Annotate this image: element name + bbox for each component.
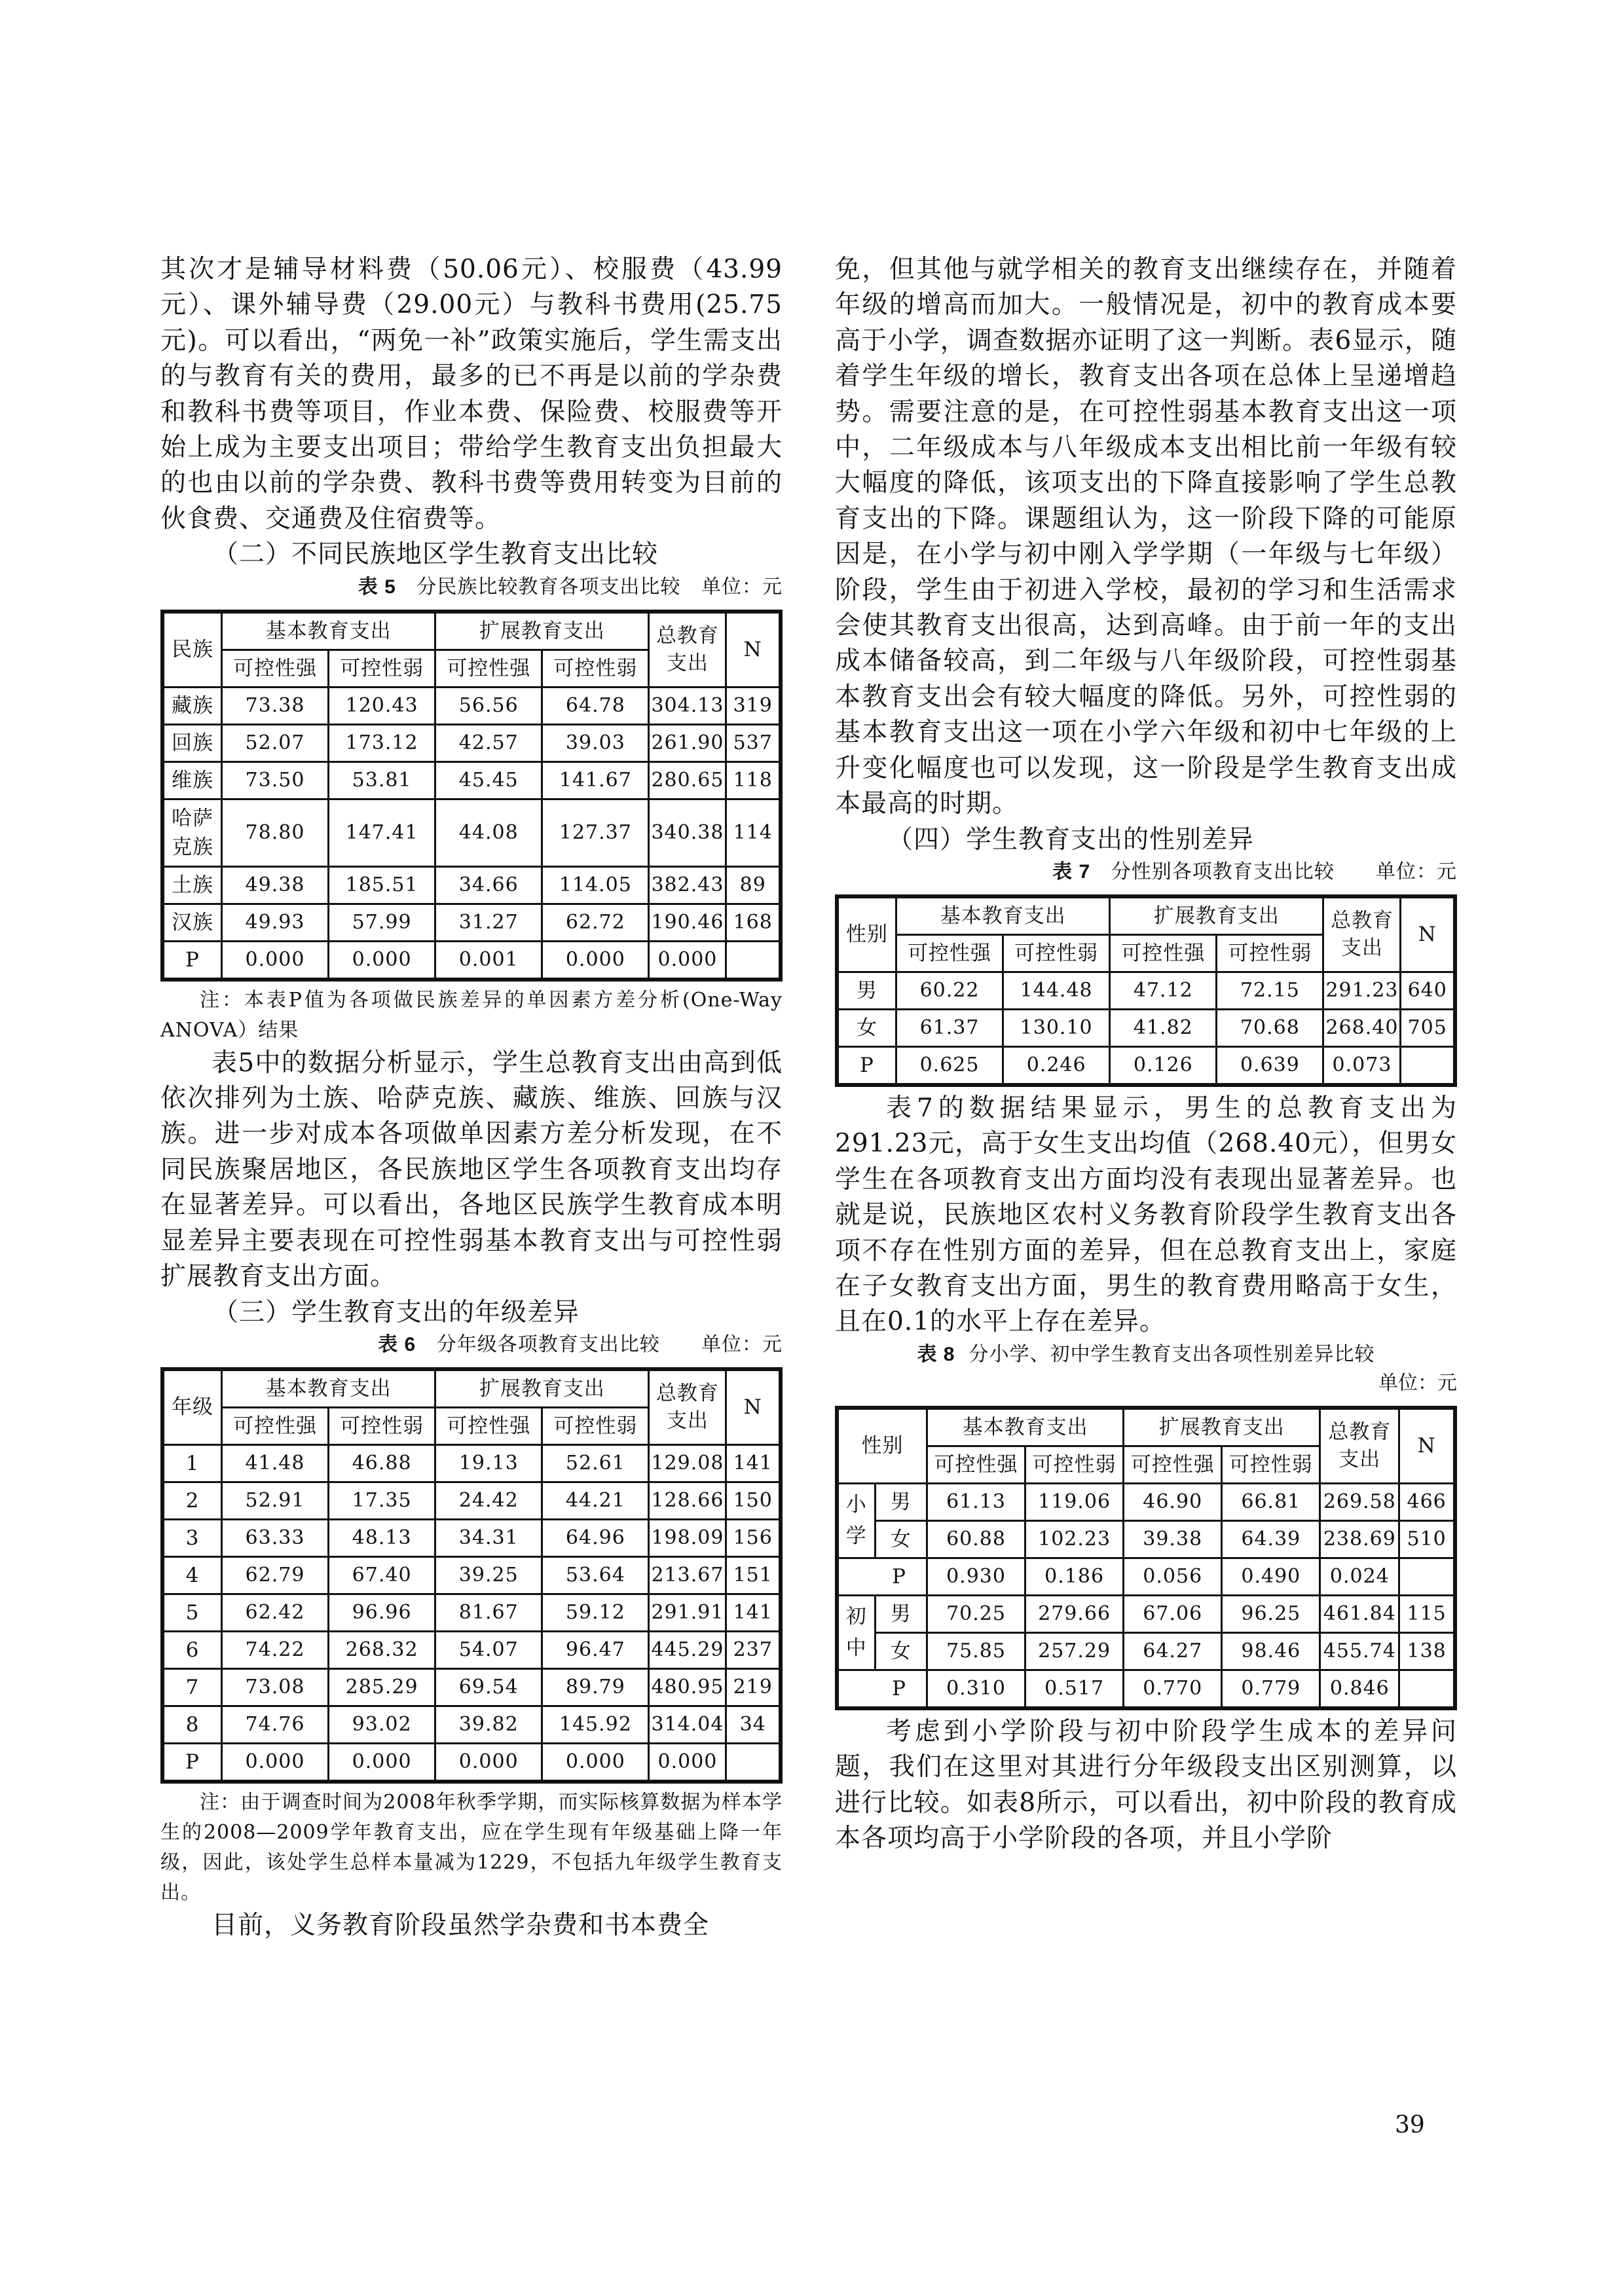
cell-basic-strong: 60.22 [896,972,1003,1009]
table-caption [160,1331,783,1359]
cell-ext-weak: 39.03 [542,724,649,762]
cell-ext-weak: 0.639 [1217,1046,1323,1085]
row-label: P [837,1046,896,1085]
row-label: 藏族 [162,687,221,724]
cell-total: 0.024 [1320,1558,1399,1595]
cell-total: 190.46 [649,904,726,941]
table-unit: 单位：元 [701,1332,783,1356]
group-label: 初 中 [837,1595,875,1670]
p-value-row [837,1046,1455,1085]
cell-n: 705 [1401,1009,1455,1046]
table-row [162,724,781,762]
cell-basic-weak: 173.12 [329,724,435,762]
cell-ext-weak: 96.25 [1222,1595,1320,1632]
cell-basic-strong: 73.38 [221,687,328,724]
table-title: 分小学、初中学生教育支出各项性别差异比较 [969,1342,1375,1366]
cell-ext-strong: 24.42 [435,1482,542,1519]
table-header-row [162,1369,781,1408]
cell-ext-strong: 0.056 [1124,1558,1222,1595]
cell-basic-strong: 52.07 [221,724,328,762]
table-row [162,1519,781,1556]
header-ext-weak: 可控性弱 [542,1407,649,1444]
cell-ext-strong: 46.90 [1124,1483,1222,1520]
cell-basic-strong: 62.42 [221,1594,328,1631]
table-row [837,1520,1455,1558]
cell-ext-weak: 145.92 [542,1706,649,1743]
table-unit: 单位：元 [1376,860,1457,883]
cell-n [726,1743,781,1782]
table-8 [835,1406,1457,1710]
cell-n: 150 [726,1482,781,1519]
cell-basic-strong: 73.50 [221,762,328,799]
cell-basic-weak: 0.000 [329,1743,435,1782]
cell-ext-strong: 34.66 [435,866,542,904]
cell-n: 466 [1399,1483,1455,1520]
cell-ext-weak: 96.47 [542,1631,649,1668]
row-label: 5 [162,1594,221,1631]
row-label: P [837,1558,927,1595]
paragraph: 表5中的数据分析显示，学生总教育支出由高到低依次排列为土族、哈萨克族、藏族、维族、回族与汉族。进一步对成本各项做单因素方差分析发现，在不同民族聚居地区，各民族地区学生各项教育支出均存在显著差异。可以看出，各地区民族学生教育成本明显差异主要表现在可控性弱基本教育支出与可控性弱扩展教育支出方面。 [160,1048,783,1292]
cell-n: 141 [726,1594,781,1631]
table-header-row [162,612,781,650]
cell-ext-strong: 41.82 [1110,1009,1217,1046]
cell-total: 280.65 [649,762,726,799]
cell-n: 168 [726,904,781,941]
cell-n [1401,1046,1455,1085]
cell-ext-weak: 66.81 [1222,1483,1320,1520]
cell-basic-weak: 96.96 [329,1594,435,1631]
cell-basic-strong: 49.93 [221,904,328,941]
table-row [162,1594,781,1631]
cell-n [726,941,781,980]
cell-total: 238.69 [1320,1520,1399,1558]
table-5 [160,610,783,982]
row-label: 维族 [162,762,221,799]
table-row [162,799,781,866]
cell-n: 114 [726,799,781,866]
cell-ext-strong: 42.57 [435,724,542,762]
cell-total: 269.58 [1320,1483,1399,1520]
cell-basic-weak: 144.48 [1003,972,1110,1009]
paragraph: 表7的数据结果显示，男生的总教育支出为291.23元，高于女生支出均值（268.40元），但男女学生在各项教育支出方面均没有表现出显著差异。也就是说，民族地区农村义务教育阶段学生教育支出各项不存在性别方面的差异，但在总教育支出上，家庭在子女教育支出方面，男生的教育费用略高于女生，且在0.1的水平上存在差异。 [835,1093,1457,1337]
cell-ext-weak: 0.000 [542,941,649,980]
row-label: 女 [875,1632,927,1670]
cell-n: 156 [726,1519,781,1556]
cell-n: 141 [726,1444,781,1482]
cell-basic-strong: 0.625 [896,1046,1003,1085]
section-heading: （三）学生教育支出的年级差异 [213,1297,580,1327]
cell-basic-weak: 67.40 [329,1556,435,1594]
header-basic-weak: 可控性弱 [1003,934,1110,972]
row-label: 回族 [162,724,221,762]
header-row-label: 性别 [837,1408,927,1484]
cell-n [1399,1670,1455,1708]
table-header-row [837,1408,1455,1446]
cell-total: 291.23 [1323,972,1401,1009]
cell-basic-strong: 73.08 [221,1668,328,1706]
cell-ext-weak: 53.64 [542,1556,649,1594]
header-ext-strong: 可控性强 [1124,1446,1222,1483]
cell-ext-weak: 0.490 [1222,1558,1320,1595]
cell-total: 0.000 [649,941,726,980]
cell-total: 445.29 [649,1631,726,1668]
cell-ext-weak: 0.779 [1222,1670,1320,1708]
header-ext-strong: 可控性强 [435,650,542,687]
table-row [837,1595,1455,1632]
cell-basic-strong: 0.930 [927,1558,1025,1595]
table-number: 表 7 [1052,860,1091,883]
table-7 [835,894,1457,1087]
paragraph: 免，但其他与就学相关的教育支出继续存在，并随着年级的增高而加大。一般情况是，初中的教育成本要高于小学，调查数据亦证明了这一判断。表6显示，随着学生年级的增长，教育支出各项在总体上呈递增趋势。需要注意的是，在可控性弱基本教育支出这一项中，二年级成本与八年级成本支出相比前一年级有较大幅度的降低，该项支出的下降直接影响了学生总教育支出的下降。课题组认为，这一阶段下降的可能原因是，在小学与初中刚入学学期（一年级与七年级）阶段，学生由于初进入学校，最初的学习和生活需求会使其教育支出很高，达到高峰。由于前一年的支出成本储备较高，到二年级与八年级阶段，可控性弱基本教育支出会有较大幅度的降低。另外，可控性弱的基本教育支出这一项在小学六年级和初中七年级的上升变化幅度也可以发现，这一阶段是学生教育支出成本最高的时期。 [835,255,1457,819]
header-basic-weak: 可控性弱 [329,650,435,687]
cell-ext-weak: 114.05 [542,866,649,904]
cell-basic-weak: 17.35 [329,1482,435,1519]
header-ext-weak: 可控性弱 [1222,1446,1320,1483]
cell-ext-weak: 52.61 [542,1444,649,1482]
cell-ext-weak: 64.39 [1222,1520,1320,1558]
table-row [162,1706,781,1743]
cell-n: 640 [1401,972,1455,1009]
cell-ext-strong: 0.126 [1110,1046,1217,1085]
cell-basic-strong: 0.000 [221,941,328,980]
table-row [837,1632,1455,1670]
cell-basic-strong: 61.37 [896,1009,1003,1046]
cell-total: 128.66 [649,1482,726,1519]
cell-ext-weak: 64.96 [542,1519,649,1556]
cell-ext-strong: 39.38 [1124,1520,1222,1558]
cell-basic-weak: 102.23 [1025,1520,1124,1558]
cell-basic-strong: 0.310 [927,1670,1025,1708]
cell-ext-weak: 0.000 [542,1743,649,1782]
header-basic-strong: 可控性强 [221,650,328,687]
row-label: 哈萨 克族 [162,799,221,866]
cell-ext-strong: 56.56 [435,687,542,724]
header-basic-strong: 可控性强 [927,1446,1025,1483]
table-row [162,866,781,904]
table-number: 表 6 [378,1333,416,1355]
cell-basic-weak: 0.517 [1025,1670,1124,1708]
header-row-label: 性别 [837,896,896,972]
cell-n: 34 [726,1706,781,1743]
row-label: 男 [875,1483,927,1520]
cell-basic-strong: 41.48 [221,1444,328,1482]
cell-basic-weak: 46.88 [329,1444,435,1482]
cell-total: 0.073 [1323,1046,1401,1085]
paragraph: 目前，义务教育阶段虽然学杂费和书本费全 [212,1910,710,1940]
right-column [835,252,1457,1856]
header-ext-strong: 可控性强 [435,1407,542,1444]
cell-basic-weak: 0.000 [329,941,435,980]
table-note: 注：本表P值为各项做民族差异的单因素方差分析(One-Way ANOVA）结果 [160,988,783,1042]
cell-ext-strong: 39.82 [435,1706,542,1743]
cell-ext-weak: 89.79 [542,1668,649,1706]
header-ext-weak: 可控性弱 [542,650,649,687]
header-n: N [1399,1408,1455,1484]
table-number: 表 8 [917,1343,955,1365]
cell-basic-weak: 268.32 [329,1631,435,1668]
table-row [162,904,781,941]
cell-total: 455.74 [1320,1632,1399,1670]
row-label: 汉族 [162,904,221,941]
row-label: 7 [162,1668,221,1706]
cell-total: 261.90 [649,724,726,762]
table-6 [160,1367,783,1784]
cell-basic-weak: 48.13 [329,1519,435,1556]
cell-total: 314.04 [649,1706,726,1743]
cell-total: 480.95 [649,1668,726,1706]
cell-ext-strong: 0.770 [1124,1670,1222,1708]
cell-n: 151 [726,1556,781,1594]
header-basic-weak: 可控性弱 [329,1407,435,1444]
table-row [162,1668,781,1706]
left-column [160,252,783,1943]
header-total: 总教育 支出 [649,1369,726,1445]
cell-n: 219 [726,1668,781,1706]
cell-n: 237 [726,1631,781,1668]
header-n: N [1401,896,1455,972]
cell-total: 213.67 [649,1556,726,1594]
cell-ext-strong: 44.08 [435,799,542,866]
row-label: 女 [875,1520,927,1558]
header-total: 总教育 支出 [649,612,726,688]
table-unit: 单位：元 [701,575,783,598]
table-row [837,1009,1455,1046]
cell-basic-weak: 130.10 [1003,1009,1110,1046]
cell-n [1399,1558,1455,1595]
p-value-row [162,941,781,980]
cell-basic-weak: 93.02 [329,1706,435,1743]
cell-ext-weak: 141.67 [542,762,649,799]
group-label: 小 学 [837,1483,875,1558]
page-number: 39 [1395,2112,1425,2139]
cell-ext-strong: 67.06 [1124,1595,1222,1632]
table-row [162,1444,781,1482]
cell-basic-weak: 0.186 [1025,1558,1124,1595]
cell-total: 461.84 [1320,1595,1399,1632]
cell-basic-weak: 147.41 [329,799,435,866]
cell-ext-strong: 19.13 [435,1444,542,1482]
cell-basic-strong: 62.79 [221,1556,328,1594]
header-basic: 基本教育支出 [896,896,1109,935]
cell-n: 319 [726,687,781,724]
table-header-row [837,896,1455,935]
cell-n: 118 [726,762,781,799]
header-extended: 扩展教育支出 [1124,1408,1320,1446]
cell-total: 382.43 [649,866,726,904]
table-number: 表 5 [358,576,396,598]
table-row [837,1483,1455,1520]
header-basic-weak: 可控性弱 [1025,1446,1124,1483]
table-unit: 单位：元 [1378,1371,1457,1395]
cell-ext-weak: 70.68 [1217,1009,1323,1046]
cell-ext-strong: 54.07 [435,1631,542,1668]
cell-basic-weak: 120.43 [329,687,435,724]
cell-basic-strong: 61.13 [927,1483,1025,1520]
cell-basic-strong: 74.22 [221,1631,328,1668]
table-title: 分民族比较教育各项支出比较 [416,575,681,598]
cell-ext-strong: 0.000 [435,1743,542,1782]
cell-ext-weak: 64.78 [542,687,649,724]
cell-total: 129.08 [649,1444,726,1482]
p-value-row [837,1558,1455,1595]
cell-ext-weak: 44.21 [542,1482,649,1519]
cell-ext-strong: 69.54 [435,1668,542,1706]
row-label: 4 [162,1556,221,1594]
header-basic: 基本教育支出 [221,1369,435,1408]
row-label: P [162,1743,221,1782]
table-row [162,687,781,724]
cell-n: 89 [726,866,781,904]
cell-basic-strong: 60.88 [927,1520,1025,1558]
header-extended: 扩展教育支出 [1110,896,1323,935]
cell-basic-weak: 257.29 [1025,1632,1124,1670]
table-row [162,762,781,799]
table-row [162,1631,781,1668]
p-value-row [162,1743,781,1782]
row-label: 2 [162,1482,221,1519]
header-n: N [726,1369,781,1445]
cell-basic-weak: 57.99 [329,904,435,941]
header-extended: 扩展教育支出 [435,612,649,650]
header-n: N [726,612,781,688]
cell-basic-strong: 63.33 [221,1519,328,1556]
header-ext-weak: 可控性弱 [1217,934,1323,972]
row-label: 男 [837,972,896,1009]
cell-basic-weak: 53.81 [329,762,435,799]
cell-n: 138 [1399,1632,1455,1670]
cell-n: 537 [726,724,781,762]
cell-basic-weak: 279.66 [1025,1595,1124,1632]
table-caption [835,858,1457,887]
cell-ext-weak: 98.46 [1222,1632,1320,1670]
cell-basic-strong: 70.25 [927,1595,1025,1632]
cell-ext-strong: 81.67 [435,1594,542,1631]
cell-n: 510 [1399,1520,1455,1558]
cell-ext-strong: 47.12 [1110,972,1217,1009]
row-label: 男 [875,1595,927,1632]
row-label: 3 [162,1519,221,1556]
cell-total: 304.13 [649,687,726,724]
cell-n: 115 [1399,1595,1455,1632]
cell-basic-strong: 52.91 [221,1482,328,1519]
paragraph: 其次才是辅导材料费（50.06元）、校服费（43.99元）、课外辅导费（29.00元）与教科书费用(25.75元)。可以看出，“两免一补”政策实施后，学生需支出的与教育有关的费用，最多的已不再是以前的学杂费和教科书费等项目，作业本费、保险费、校服费等开始上成为主要支出项目；带给学生教育支出负担最大的也由以前的学杂费、教科书费等费用转变为目前的伙食费、交通费及住宿费等。 [160,255,783,534]
cell-ext-strong: 0.001 [435,941,542,980]
cell-basic-weak: 285.29 [329,1668,435,1706]
cell-ext-strong: 64.27 [1124,1632,1222,1670]
table-row [162,1556,781,1594]
table-title: 分年级各项教育支出比较 [436,1332,660,1356]
cell-basic-weak: 0.246 [1003,1046,1110,1085]
header-basic-strong: 可控性强 [896,934,1003,972]
header-ext-strong: 可控性强 [1110,934,1217,972]
header-basic-strong: 可控性强 [221,1407,328,1444]
cell-basic-weak: 119.06 [1025,1483,1124,1520]
table-caption [160,573,783,602]
cell-ext-weak: 62.72 [542,904,649,941]
header-basic: 基本教育支出 [927,1408,1123,1446]
section-heading: （四）学生教育支出的性别差异 [887,824,1255,854]
header-row-label: 民族 [162,612,221,688]
cell-basic-strong: 49.38 [221,866,328,904]
cell-total: 340.38 [649,799,726,866]
header-row-label: 年级 [162,1369,221,1445]
cell-total: 0.846 [1320,1670,1399,1708]
table-row [162,1482,781,1519]
header-total: 总教育 支出 [1323,896,1401,972]
cell-ext-strong: 34.31 [435,1519,542,1556]
row-label: P [162,941,221,980]
header-extended: 扩展教育支出 [435,1369,649,1408]
row-label: 女 [837,1009,896,1046]
table-caption [835,1340,1457,1369]
header-total: 总教育 支出 [1320,1408,1399,1484]
cell-ext-strong: 31.27 [435,904,542,941]
section-heading: （二）不同民族地区学生教育支出比较 [213,540,659,570]
cell-basic-strong: 78.80 [221,799,328,866]
cell-total: 198.09 [649,1519,726,1556]
cell-ext-weak: 127.37 [542,799,649,866]
row-label: P [837,1670,927,1708]
cell-basic-strong: 75.85 [927,1632,1025,1670]
row-label: 1 [162,1444,221,1482]
header-basic: 基本教育支出 [221,612,435,650]
table-note: 注：由于调查时间为2008年秋季学期，而实际核算数据为样本学生的2008—2009学年教育支出，应在学生现有年级基础上降一年级，因此，该处学生总样本量减为1229，不包括九年级学生教育支出。 [160,1790,783,1904]
row-label: 6 [162,1631,221,1668]
cell-basic-strong: 74.76 [221,1706,328,1743]
cell-ext-weak: 59.12 [542,1594,649,1631]
row-label: 土族 [162,866,221,904]
table-row [837,972,1455,1009]
cell-total: 291.91 [649,1594,726,1631]
cell-basic-weak: 185.51 [329,866,435,904]
cell-ext-weak: 72.15 [1217,972,1323,1009]
cell-ext-strong: 39.25 [435,1556,542,1594]
cell-total: 268.40 [1323,1009,1401,1046]
cell-total: 0.000 [649,1743,726,1782]
cell-ext-strong: 45.45 [435,762,542,799]
row-label: 8 [162,1706,221,1743]
table-title: 分性别各项教育支出比较 [1111,860,1335,883]
cell-basic-strong: 0.000 [221,1743,328,1782]
paragraph: 考虑到小学阶段与初中阶段学生成本的差异问题，我们在这里对其进行分年级段支出区别测算，以进行比较。如表8所示，可以看出，初中阶段的教育成本各项均高于小学阶段的各项，并且小学阶 [835,1716,1457,1853]
p-value-row [837,1670,1455,1708]
